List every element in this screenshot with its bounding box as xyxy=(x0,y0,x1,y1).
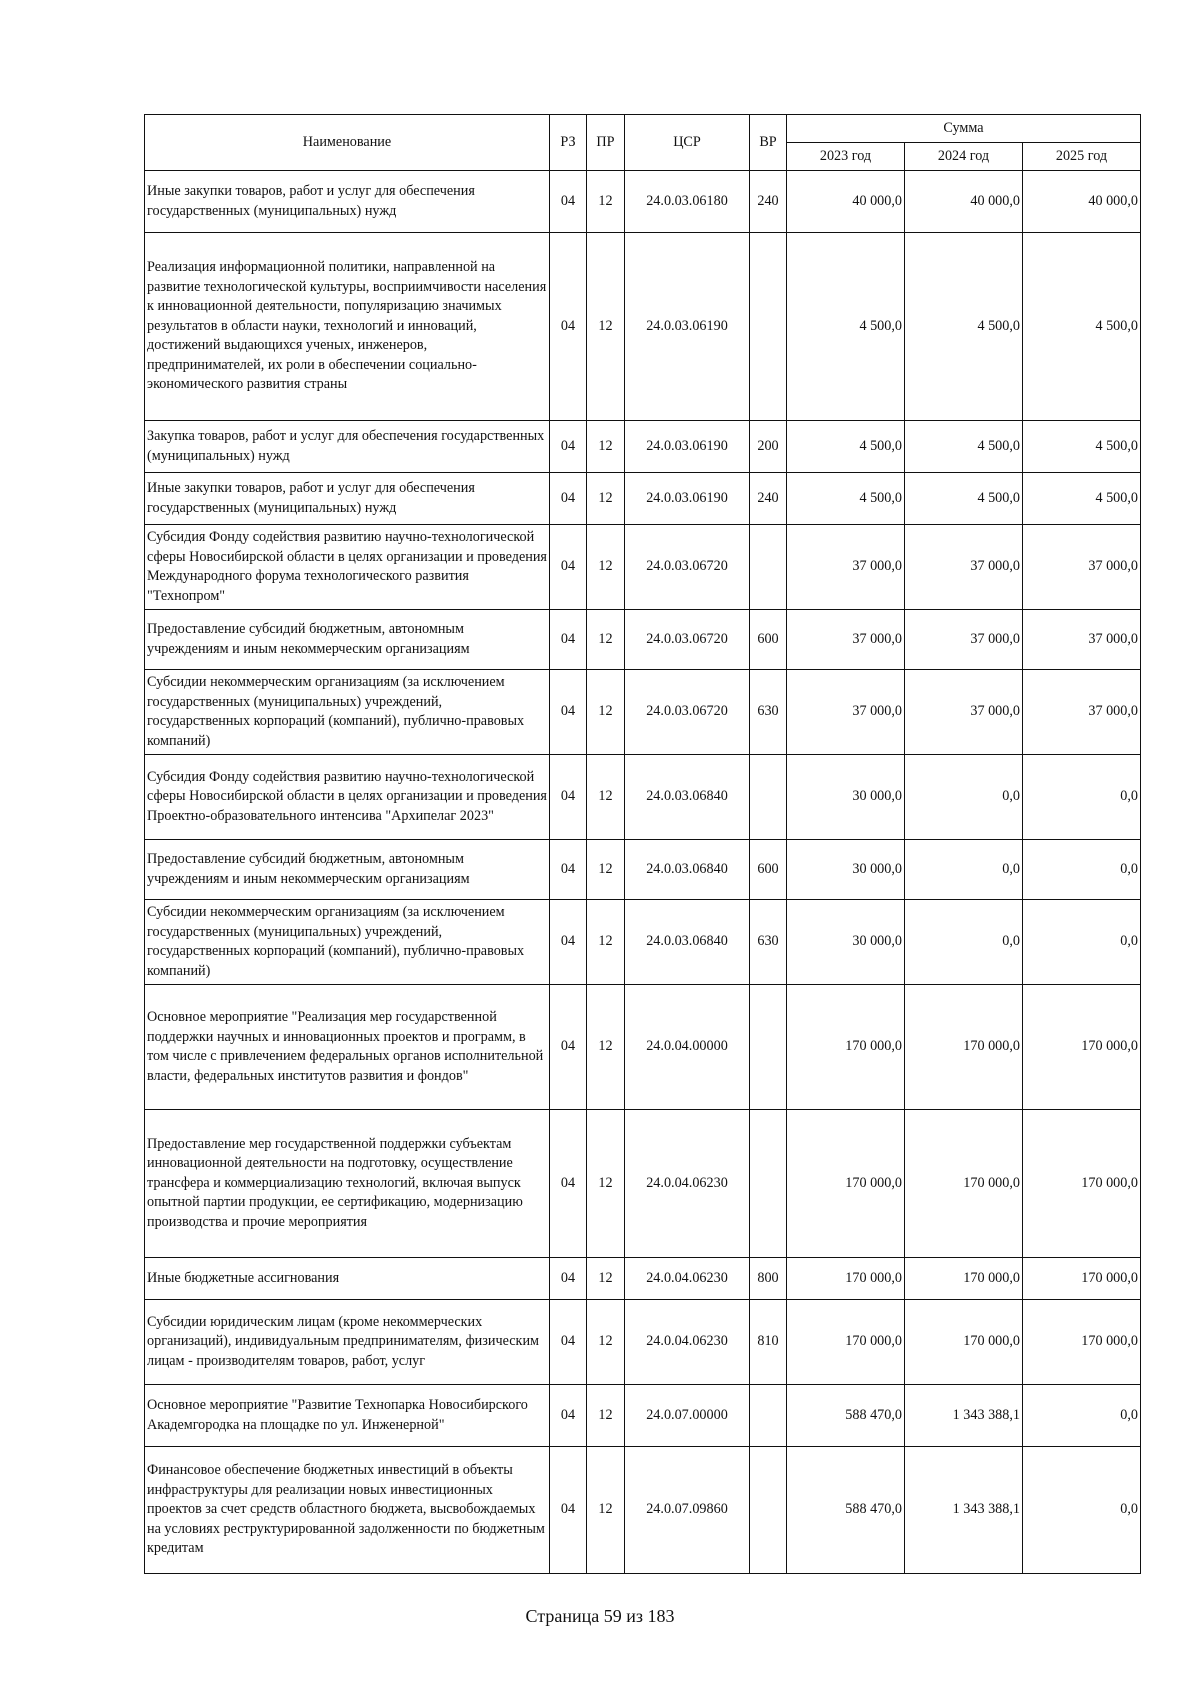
row-pr: 12 xyxy=(587,670,625,755)
header-year-2024: 2024 год xyxy=(905,143,1023,171)
row-csr: 24.0.03.06720 xyxy=(625,610,750,670)
row-name: Иные закупки товаров, работ и услуг для обеспечения государственных (муниципальных) нужд xyxy=(145,473,550,525)
row-rz: 04 xyxy=(550,610,587,670)
row-vr xyxy=(750,985,787,1110)
row-amount-2023: 37 000,0 xyxy=(787,525,905,610)
header-year-2023: 2023 год xyxy=(787,143,905,171)
row-csr: 24.0.03.06720 xyxy=(625,670,750,755)
row-amount-2023: 30 000,0 xyxy=(787,900,905,985)
row-pr: 12 xyxy=(587,421,625,473)
row-amount-2024: 170 000,0 xyxy=(905,1300,1023,1385)
row-name: Предоставление мер государственной поддержки субъектам инновационной деятельности на подготовку, осуществление трансфера и коммерциализацию технологий, включая выпуск опытной партии продукции, ее сертификацию, модернизацию производства и прочие мероприятия xyxy=(145,1110,550,1258)
row-csr: 24.0.03.06190 xyxy=(625,233,750,421)
row-csr: 24.0.04.00000 xyxy=(625,985,750,1110)
table-row xyxy=(145,233,1141,421)
row-pr: 12 xyxy=(587,610,625,670)
row-rz: 04 xyxy=(550,985,587,1110)
row-name: Иные закупки товаров, работ и услуг для обеспечения государственных (муниципальных) нужд xyxy=(145,171,550,233)
row-csr: 24.0.03.06180 xyxy=(625,171,750,233)
table-row xyxy=(145,171,1141,233)
row-name: Субсидия Фонду содействия развитию научно-технологической сферы Новосибирской области в целях организации и проведения Международного форума технологического развития "Технопром" xyxy=(145,525,550,610)
row-vr: 240 xyxy=(750,171,787,233)
row-vr xyxy=(750,755,787,840)
row-pr: 12 xyxy=(587,755,625,840)
row-vr: 200 xyxy=(750,421,787,473)
row-pr: 12 xyxy=(587,900,625,985)
row-pr: 12 xyxy=(587,1110,625,1258)
page-number: Страница 59 из 183 xyxy=(525,1606,675,1626)
table-row xyxy=(145,840,1141,900)
row-vr: 630 xyxy=(750,900,787,985)
row-amount-2024: 4 500,0 xyxy=(905,233,1023,421)
row-amount-2025: 0,0 xyxy=(1023,1385,1141,1447)
row-amount-2023: 40 000,0 xyxy=(787,171,905,233)
table-row xyxy=(145,755,1141,840)
table-row xyxy=(145,1258,1141,1300)
header-csr: ЦСР xyxy=(625,115,750,171)
row-rz: 04 xyxy=(550,900,587,985)
row-amount-2023: 588 470,0 xyxy=(787,1447,905,1574)
row-amount-2024: 37 000,0 xyxy=(905,670,1023,755)
header-name: Наименование xyxy=(145,115,550,171)
row-amount-2025: 37 000,0 xyxy=(1023,525,1141,610)
row-csr: 24.0.03.06840 xyxy=(625,840,750,900)
row-csr: 24.0.04.06230 xyxy=(625,1258,750,1300)
table-row xyxy=(145,1110,1141,1258)
row-pr: 12 xyxy=(587,1447,625,1574)
row-amount-2023: 4 500,0 xyxy=(787,233,905,421)
row-rz: 04 xyxy=(550,1258,587,1300)
row-amount-2023: 170 000,0 xyxy=(787,985,905,1110)
table-row xyxy=(145,900,1141,985)
table-row xyxy=(145,1385,1141,1447)
row-amount-2024: 4 500,0 xyxy=(905,421,1023,473)
row-pr: 12 xyxy=(587,840,625,900)
table-row xyxy=(145,1447,1141,1574)
row-amount-2024: 37 000,0 xyxy=(905,610,1023,670)
row-rz: 04 xyxy=(550,525,587,610)
row-amount-2025: 37 000,0 xyxy=(1023,670,1141,755)
row-amount-2025: 0,0 xyxy=(1023,755,1141,840)
row-pr: 12 xyxy=(587,171,625,233)
row-rz: 04 xyxy=(550,421,587,473)
row-amount-2024: 0,0 xyxy=(905,840,1023,900)
row-pr: 12 xyxy=(587,473,625,525)
row-amount-2025: 0,0 xyxy=(1023,900,1141,985)
row-pr: 12 xyxy=(587,1258,625,1300)
row-amount-2025: 4 500,0 xyxy=(1023,233,1141,421)
row-amount-2023: 170 000,0 xyxy=(787,1300,905,1385)
row-name: Субсидия Фонду содействия развитию научно-технологической сферы Новосибирской области в целях организации и проведения Проектно-образовательного интенсива "Архипелаг 2023" xyxy=(145,755,550,840)
row-rz: 04 xyxy=(550,1300,587,1385)
row-vr xyxy=(750,1110,787,1258)
header-vr: ВР xyxy=(750,115,787,171)
row-rz: 04 xyxy=(550,670,587,755)
row-csr: 24.0.07.00000 xyxy=(625,1385,750,1447)
row-amount-2023: 30 000,0 xyxy=(787,840,905,900)
row-name: Закупка товаров, работ и услуг для обеспечения государственных (муниципальных) нужд xyxy=(145,421,550,473)
row-amount-2024: 1 343 388,1 xyxy=(905,1385,1023,1447)
table-row xyxy=(145,1300,1141,1385)
row-amount-2023: 170 000,0 xyxy=(787,1258,905,1300)
row-amount-2025: 170 000,0 xyxy=(1023,985,1141,1110)
row-amount-2025: 37 000,0 xyxy=(1023,610,1141,670)
row-amount-2023: 170 000,0 xyxy=(787,1110,905,1258)
row-name: Субсидии некоммерческим организациям (за исключением государственных (муниципальных) учреждений, государственных корпораций (компаний), публично-правовых компаний) xyxy=(145,900,550,985)
row-vr: 810 xyxy=(750,1300,787,1385)
row-amount-2024: 0,0 xyxy=(905,755,1023,840)
row-amount-2023: 37 000,0 xyxy=(787,610,905,670)
row-vr: 800 xyxy=(750,1258,787,1300)
row-amount-2025: 0,0 xyxy=(1023,1447,1141,1574)
row-name: Предоставление субсидий бюджетным, автономным учреждениям и иным некоммерческим организациям xyxy=(145,610,550,670)
row-amount-2025: 40 000,0 xyxy=(1023,171,1141,233)
table-row xyxy=(145,525,1141,610)
row-vr: 630 xyxy=(750,670,787,755)
row-vr xyxy=(750,1447,787,1574)
row-amount-2023: 4 500,0 xyxy=(787,421,905,473)
table-row xyxy=(145,473,1141,525)
row-pr: 12 xyxy=(587,525,625,610)
row-amount-2025: 0,0 xyxy=(1023,840,1141,900)
header-rz: РЗ xyxy=(550,115,587,171)
row-name: Основное мероприятие "Реализация мер государственной поддержки научных и инновационных проектов и программ, в том числе с привлечением федеральных органов исполнительной власти, федеральных институтов развития и фондов" xyxy=(145,985,550,1110)
table-row xyxy=(145,985,1141,1110)
row-amount-2025: 170 000,0 xyxy=(1023,1300,1141,1385)
row-amount-2024: 1 343 388,1 xyxy=(905,1447,1023,1574)
row-vr xyxy=(750,233,787,421)
row-rz: 04 xyxy=(550,1110,587,1258)
row-vr xyxy=(750,525,787,610)
row-pr: 12 xyxy=(587,1300,625,1385)
row-pr: 12 xyxy=(587,233,625,421)
row-name: Предоставление субсидий бюджетным, автономным учреждениям и иным некоммерческим организациям xyxy=(145,840,550,900)
table-row xyxy=(145,610,1141,670)
row-vr: 600 xyxy=(750,840,787,900)
row-vr: 240 xyxy=(750,473,787,525)
header-sum: Сумма xyxy=(787,115,1141,143)
row-csr: 24.0.07.09860 xyxy=(625,1447,750,1574)
budget-table xyxy=(144,114,1141,1574)
row-csr: 24.0.03.06190 xyxy=(625,473,750,525)
row-csr: 24.0.04.06230 xyxy=(625,1110,750,1258)
row-rz: 04 xyxy=(550,1385,587,1447)
row-amount-2024: 4 500,0 xyxy=(905,473,1023,525)
row-amount-2024: 37 000,0 xyxy=(905,525,1023,610)
row-amount-2025: 170 000,0 xyxy=(1023,1110,1141,1258)
row-amount-2023: 588 470,0 xyxy=(787,1385,905,1447)
header-year-2025: 2025 год xyxy=(1023,143,1141,171)
row-rz: 04 xyxy=(550,473,587,525)
table-body xyxy=(145,171,1141,1574)
row-amount-2023: 4 500,0 xyxy=(787,473,905,525)
row-rz: 04 xyxy=(550,171,587,233)
header-pr: ПР xyxy=(587,115,625,171)
row-name: Финансовое обеспечение бюджетных инвестиций в объекты инфраструктуры для реализации новых инвестиционных проектов за счет средств областного бюджета, высвобождаемых на условиях реструктурированной задолженности по бюджетным кредитам xyxy=(145,1447,550,1574)
row-amount-2023: 37 000,0 xyxy=(787,670,905,755)
row-vr xyxy=(750,1385,787,1447)
row-name: Субсидии некоммерческим организациям (за исключением государственных (муниципальных) учреждений, государственных корпораций (компаний), публично-правовых компаний) xyxy=(145,670,550,755)
row-amount-2025: 4 500,0 xyxy=(1023,473,1141,525)
row-amount-2024: 170 000,0 xyxy=(905,985,1023,1110)
row-pr: 12 xyxy=(587,1385,625,1447)
table-row xyxy=(145,670,1141,755)
row-amount-2025: 170 000,0 xyxy=(1023,1258,1141,1300)
row-name: Основное мероприятие "Развитие Технопарка Новосибирского Академгородка на площадке по ул. Инженерной" xyxy=(145,1385,550,1447)
table-row xyxy=(145,421,1141,473)
row-name: Субсидии юридическим лицам (кроме некоммерческих организаций), индивидуальным предпринимателям, физическим лицам - производителям товаров, работ, услуг xyxy=(145,1300,550,1385)
row-name: Иные бюджетные ассигнования xyxy=(145,1258,550,1300)
row-amount-2023: 30 000,0 xyxy=(787,755,905,840)
row-rz: 04 xyxy=(550,1447,587,1574)
row-pr: 12 xyxy=(587,985,625,1110)
row-csr: 24.0.03.06840 xyxy=(625,755,750,840)
row-amount-2024: 170 000,0 xyxy=(905,1258,1023,1300)
row-csr: 24.0.04.06230 xyxy=(625,1300,750,1385)
row-amount-2024: 40 000,0 xyxy=(905,171,1023,233)
row-rz: 04 xyxy=(550,233,587,421)
row-rz: 04 xyxy=(550,755,587,840)
row-csr: 24.0.03.06720 xyxy=(625,525,750,610)
row-amount-2024: 170 000,0 xyxy=(905,1110,1023,1258)
row-amount-2025: 4 500,0 xyxy=(1023,421,1141,473)
row-rz: 04 xyxy=(550,840,587,900)
row-vr: 600 xyxy=(750,610,787,670)
row-amount-2024: 0,0 xyxy=(905,900,1023,985)
table-header xyxy=(145,115,1141,171)
row-csr: 24.0.03.06840 xyxy=(625,900,750,985)
row-csr: 24.0.03.06190 xyxy=(625,421,750,473)
row-name: Реализация информационной политики, направленной на развитие технологической культуры, восприимчивости населения к инновационной деятельности, популяризацию значимых результатов в области науки, технологий и инноваций, достижений выдающихся ученых, инженеров, предпринимателей, их роли в обеспечении социально-экономического развития страны xyxy=(145,233,550,421)
